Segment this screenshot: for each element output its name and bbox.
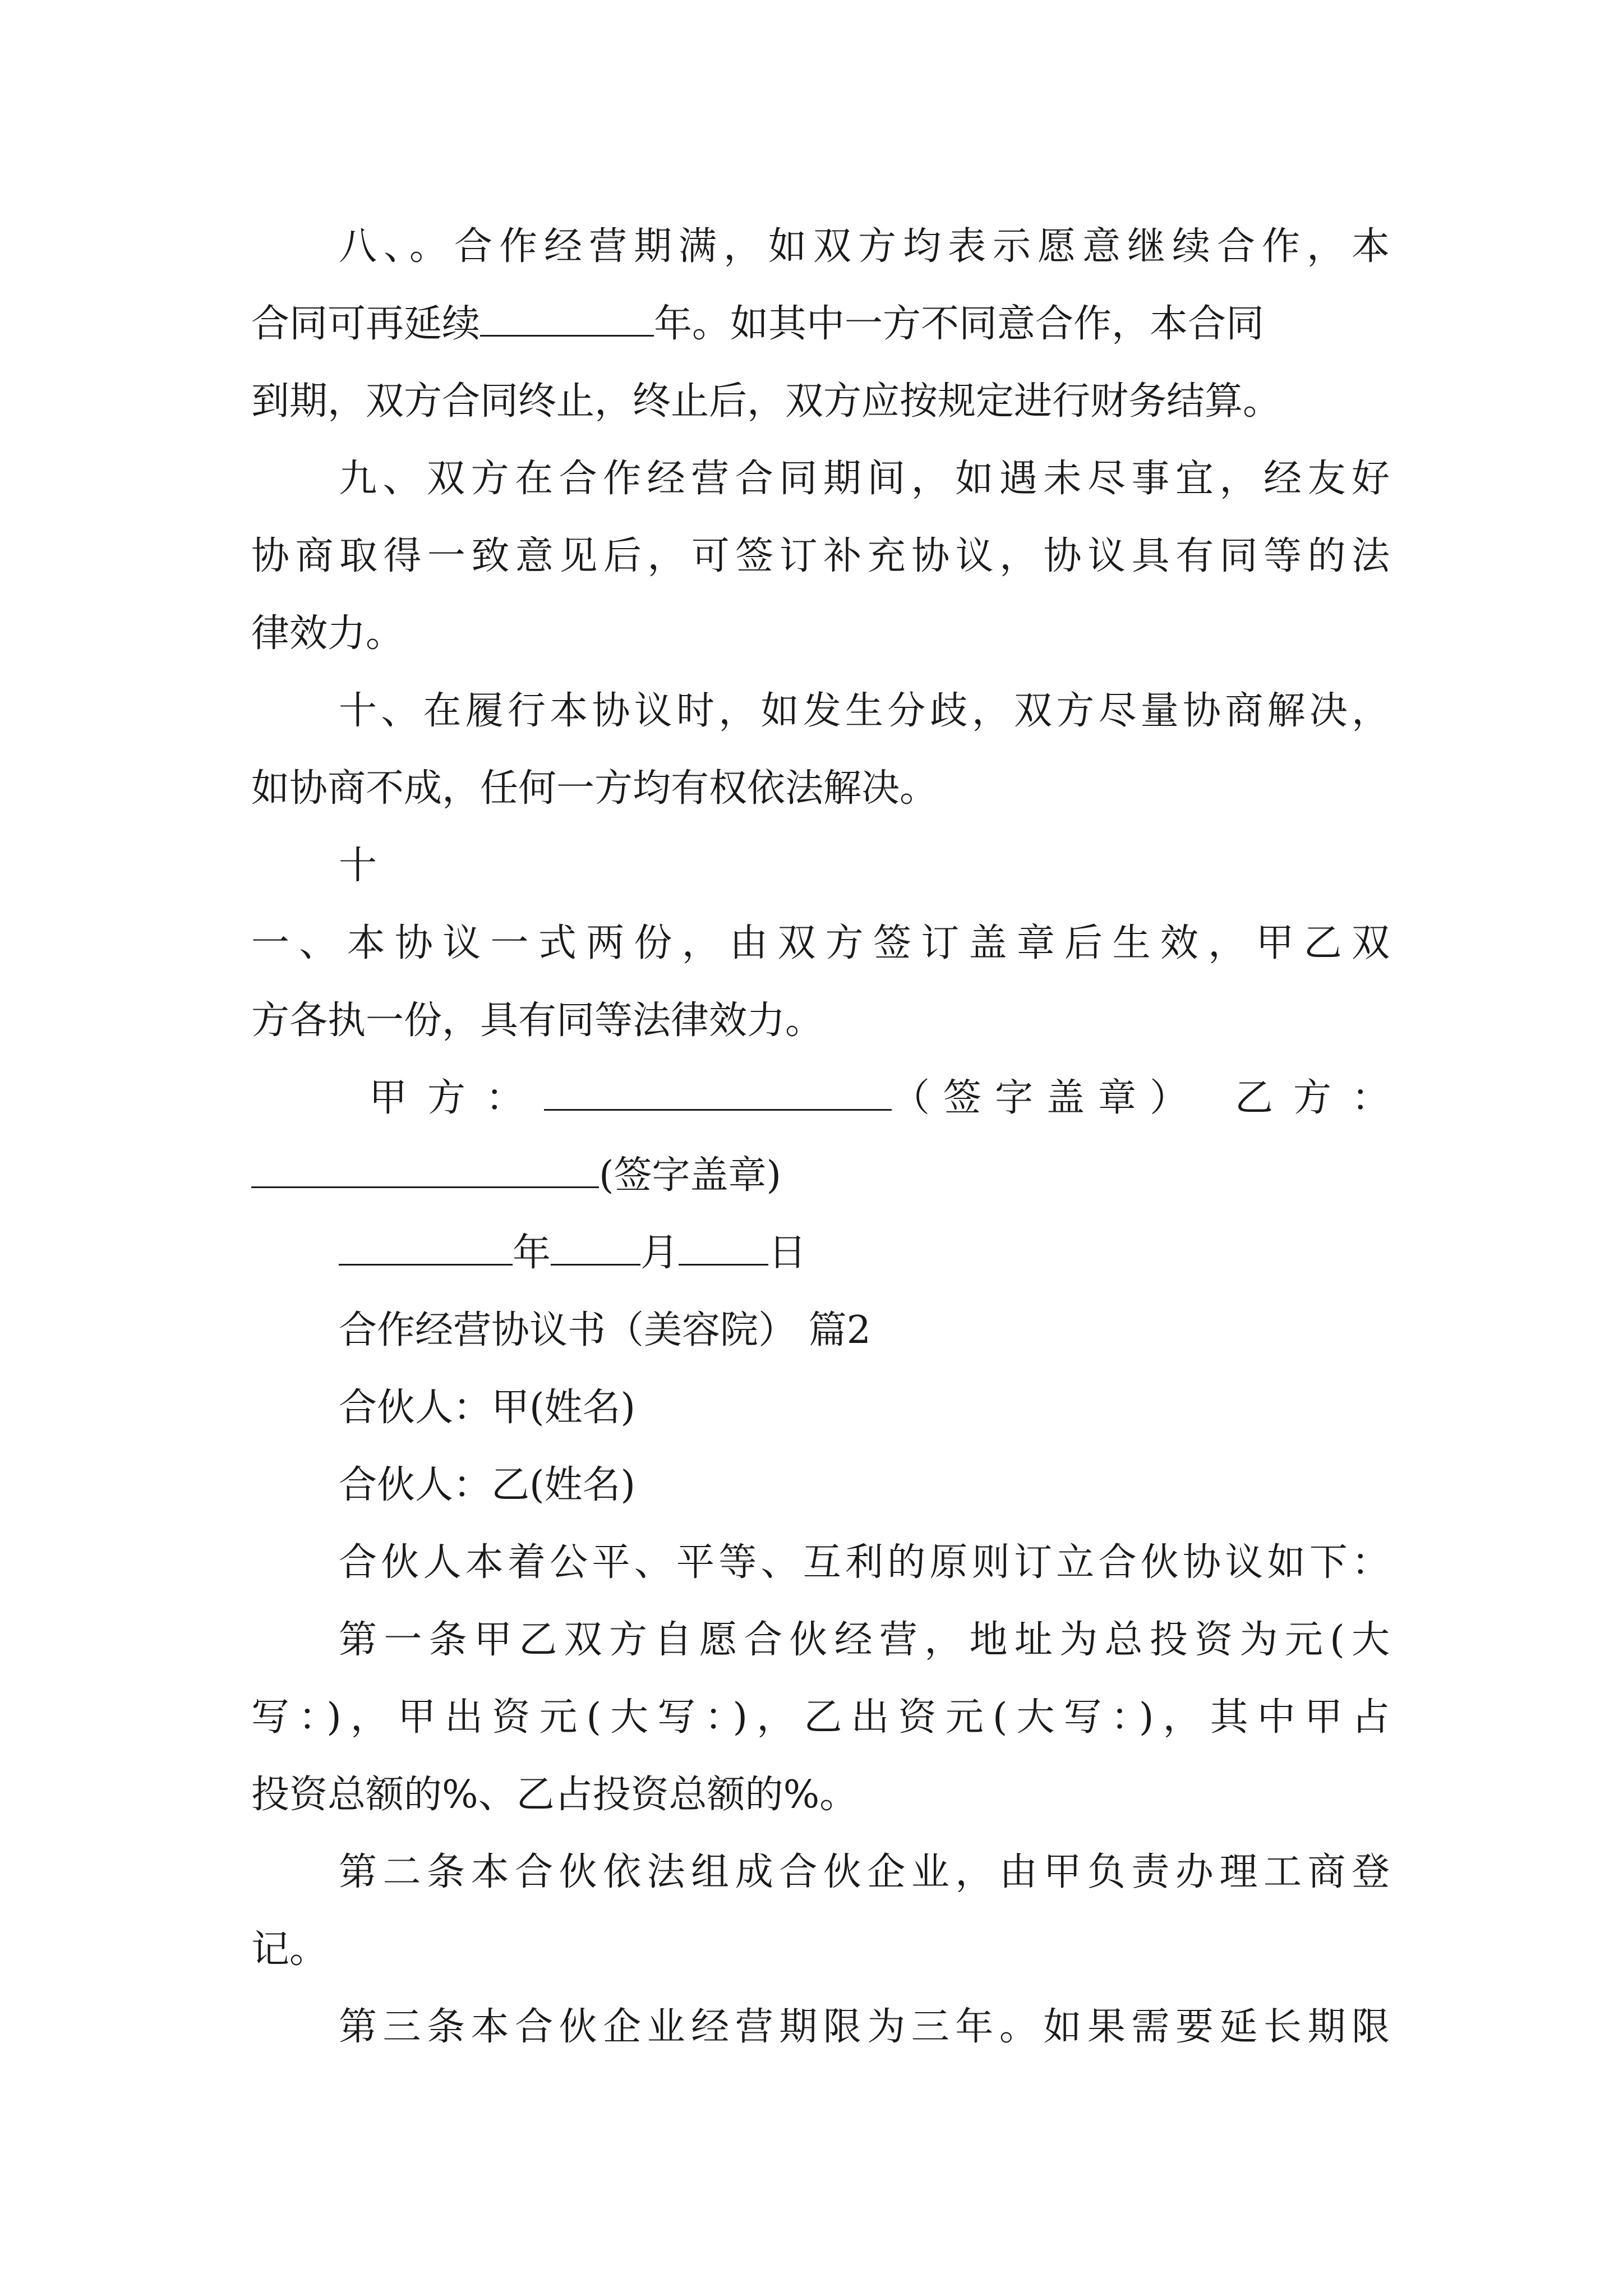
date-line — [339, 1214, 806, 1292]
seal-label: （签字盖章） — [892, 1076, 1202, 1120]
paragraph-line: 第一条甲乙双方自愿合伙经营，地址为总投资为元(大 — [339, 1618, 1390, 1662]
signature-line-party-a — [251, 1059, 1410, 1138]
party-a-label: 甲方： — [369, 1076, 545, 1120]
paragraph-line: 方各执一份，具有同等法律效力。 — [251, 999, 824, 1043]
seal-label: (签字盖章) — [599, 1153, 782, 1198]
fill-in-blank — [480, 295, 654, 337]
paragraph-line: 第二条本合伙依法组成合伙企业，由甲负责办理工商登 — [339, 1850, 1390, 1894]
fill-in-blank — [551, 1223, 640, 1266]
paragraph-line: 到期，双方合同终止，终止后，双方应按规定进行财务结算。 — [251, 379, 1281, 424]
paragraph-line: 合伙人本着公平、平等、互利的原则订立合伙协议如下： — [339, 1540, 1390, 1585]
paragraph-line: 律效力。 — [251, 611, 404, 656]
party-b-label: 乙方： — [1235, 1076, 1410, 1120]
fill-in-blank — [339, 1223, 513, 1266]
paragraph-line: 一、本协议一式两份，由双方签订盖章后生效，甲乙双 — [251, 921, 1390, 965]
fill-in-blank — [251, 1146, 599, 1188]
signature-line-party-b — [251, 1137, 781, 1215]
paragraph-line: 如协商不成，任何一方均有权依法解决。 — [251, 766, 938, 811]
paragraph-line: 十 — [339, 844, 377, 888]
paragraph-line: 第三条本合伙企业经营期限为三年。如果需要延长期限 — [339, 2005, 1390, 2049]
paragraph-line: 十、在履行本协议时，如发生分歧，双方尽量协商解决， — [339, 689, 1390, 733]
day-label: 日 — [768, 1231, 807, 1275]
month-label: 月 — [640, 1231, 679, 1275]
fill-in-blank — [679, 1223, 768, 1266]
paragraph-line: 投资总额的%、乙占投资总额的%。 — [251, 1773, 858, 1817]
paragraph-line: 合伙人：甲(姓名) — [339, 1386, 636, 1430]
year-label: 年 — [513, 1231, 551, 1275]
paragraph-line: 合伙人：乙(姓名) — [339, 1463, 636, 1507]
section-heading: 合作经营协议书（美容院） 篇2 — [339, 1308, 871, 1352]
paragraph-line: 记。 — [251, 1927, 328, 1972]
fill-in-blank — [544, 1069, 892, 1111]
paragraph-line: 写：)，甲出资元(大写：)，乙出资元(大写：)，其中甲占 — [251, 1695, 1390, 1740]
text-segment: 年。如其中一方不同意合作，本合同 — [654, 302, 1265, 346]
paragraph-line — [251, 285, 1390, 364]
text-segment: 合同可再延续 — [251, 302, 481, 346]
paragraph-line: 协商取得一致意见后，可签订补充协议，协议具有同等的法 — [251, 534, 1390, 578]
paragraph-line: 八、。合作经营期满，如双方均表示愿意继续合作，本 — [339, 224, 1390, 269]
paragraph-line: 九、双方在合作经营合同期间，如遇未尽事宜，经友好 — [339, 457, 1390, 501]
